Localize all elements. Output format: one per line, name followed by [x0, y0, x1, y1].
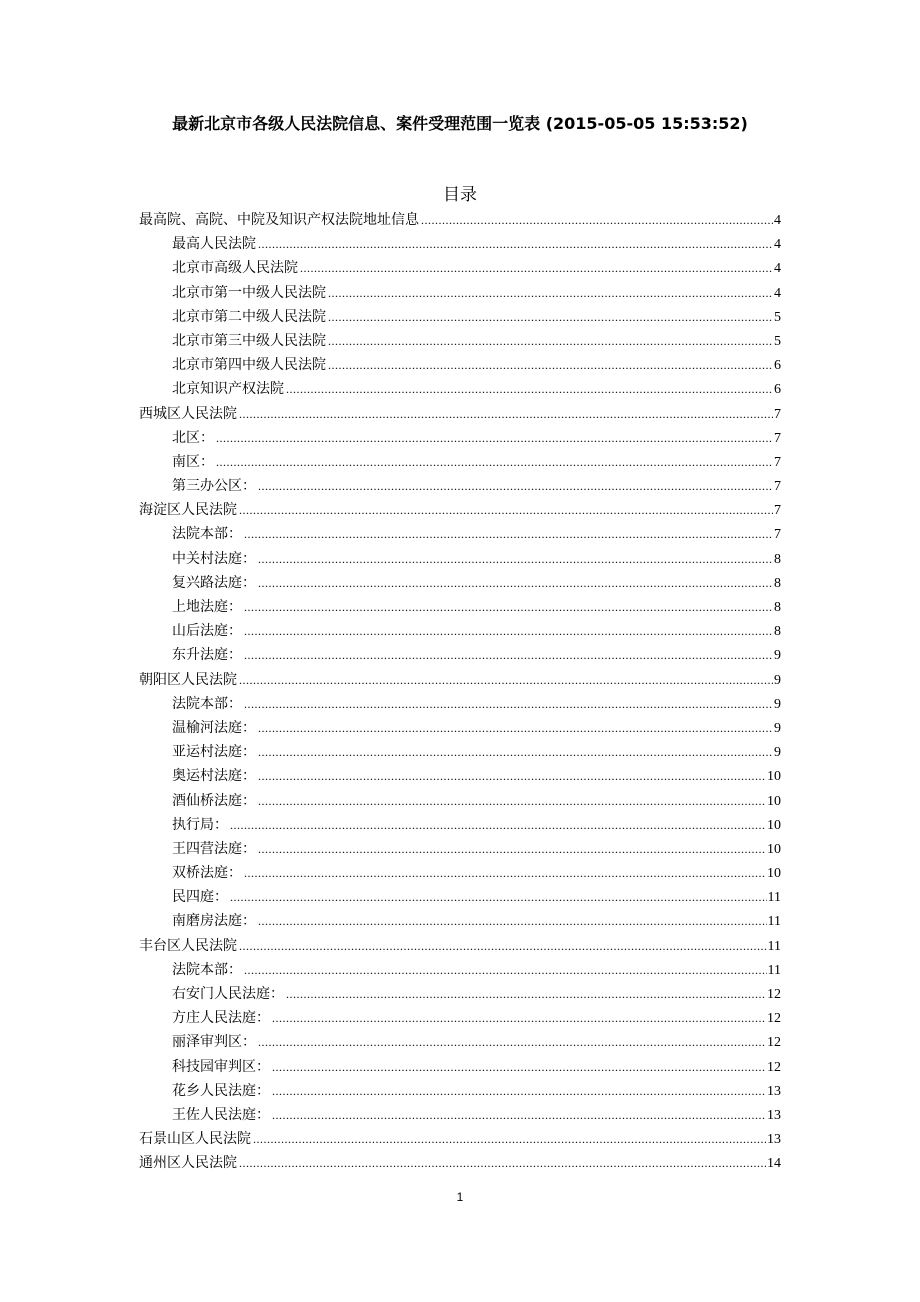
toc-entry-label: 第三办公区：	[172, 478, 256, 495]
toc-entry[interactable]	[139, 934, 781, 958]
toc-entry-label: 奥运村法庭：	[172, 768, 256, 785]
toc-entry-label: 北京市第一中级人民法院	[172, 284, 326, 301]
toc-entry[interactable]	[139, 377, 781, 401]
toc-entry[interactable]	[139, 813, 781, 837]
toc-dot-leader	[239, 934, 767, 958]
toc-entry-page: 13	[767, 1107, 781, 1123]
toc-entry-page: 7	[774, 454, 781, 470]
toc-entry[interactable]	[139, 1006, 781, 1030]
toc-entry[interactable]	[139, 426, 781, 450]
toc-entry-page: 9	[774, 648, 781, 664]
toc-entry[interactable]	[139, 208, 781, 232]
table-of-contents	[139, 208, 781, 1176]
toc-entry-page: 13	[767, 1083, 781, 1099]
toc-entry[interactable]	[139, 982, 781, 1006]
toc-entry[interactable]	[139, 232, 781, 256]
toc-entry-page: 6	[774, 382, 781, 398]
toc-entry[interactable]	[139, 692, 781, 716]
toc-entry-label: 王佐人民法庭：	[172, 1106, 270, 1123]
toc-entry[interactable]	[139, 740, 781, 764]
toc-entry-page: 5	[774, 309, 781, 325]
toc-entry-label: 朝阳区人民法院	[139, 671, 237, 688]
toc-entry-page: 7	[774, 527, 781, 543]
toc-entry[interactable]	[139, 789, 781, 813]
toc-entry-page: 14	[767, 1156, 781, 1172]
toc-entry-page: 12	[767, 1059, 781, 1075]
toc-entry-label: 南区：	[172, 453, 214, 470]
toc-entry-label: 最高人民法院	[172, 236, 256, 253]
toc-entry-page: 7	[774, 406, 781, 422]
toc-entry-label: 方庄人民法庭：	[172, 1010, 270, 1027]
toc-entry[interactable]	[139, 498, 781, 522]
toc-entry-page: 4	[774, 237, 781, 253]
toc-entry-page: 8	[774, 624, 781, 640]
toc-entry[interactable]	[139, 837, 781, 861]
document-title: 最新北京市各级人民法院信息、案件受理范围一览表 (2015-05-05 15:53:52)	[172, 114, 748, 133]
toc-entry[interactable]	[139, 909, 781, 933]
toc-dot-leader	[300, 256, 773, 280]
toc-entry-label: 丰台区人民法院	[139, 937, 237, 954]
toc-dot-leader	[239, 1151, 766, 1175]
toc-dot-leader	[244, 643, 773, 667]
toc-entry[interactable]	[139, 764, 781, 788]
toc-entry-label: 北京知识产权法院	[172, 381, 284, 398]
toc-entry-page: 5	[774, 333, 781, 349]
toc-dot-leader	[328, 329, 773, 353]
toc-dot-leader	[244, 958, 767, 982]
toc-entry-page: 12	[767, 1035, 781, 1051]
toc-entry[interactable]	[139, 595, 781, 619]
toc-entry-page: 9	[774, 720, 781, 736]
toc-entry[interactable]	[139, 958, 781, 982]
toc-entry[interactable]	[139, 522, 781, 546]
toc-entry-label: 亚运村法庭：	[172, 744, 256, 761]
toc-entry-label: 酒仙桥法庭：	[172, 792, 256, 809]
toc-entry-label: 复兴路法庭：	[172, 574, 256, 591]
toc-entry-label: 最高院、高院、中院及知识产权法院地址信息	[139, 212, 419, 228]
toc-dot-leader	[258, 789, 766, 813]
toc-entry-label: 北京市第三中级人民法院	[172, 332, 326, 349]
toc-entry[interactable]	[139, 1030, 781, 1054]
toc-dot-leader	[230, 885, 767, 909]
toc-dot-leader	[258, 547, 773, 571]
toc-dot-leader	[272, 1079, 766, 1103]
toc-entry-page: 12	[767, 1011, 781, 1027]
toc-entry-label: 王四营法庭：	[172, 840, 256, 857]
toc-entry-label: 山后法庭：	[172, 623, 242, 640]
toc-entry[interactable]	[139, 256, 781, 280]
toc-dot-leader	[244, 692, 773, 716]
toc-dot-leader	[258, 764, 766, 788]
toc-entry-label: 法院本部：	[172, 961, 242, 978]
toc-entry-page: 9	[774, 745, 781, 761]
toc-entry-label: 北京市高级人民法院	[172, 260, 298, 277]
toc-entry[interactable]	[139, 668, 781, 692]
toc-entry-page: 11	[767, 914, 781, 930]
toc-dot-leader	[258, 740, 773, 764]
toc-dot-leader	[244, 595, 773, 619]
toc-dot-leader	[239, 668, 773, 692]
toc-entry[interactable]	[139, 329, 781, 353]
toc-entry-label: 北京市第二中级人民法院	[172, 308, 326, 325]
toc-entry-label: 北区：	[172, 429, 214, 446]
toc-entry-page: 7	[774, 503, 781, 519]
page-number: 1	[456, 1190, 464, 1204]
toc-entry-label: 科技园审判区：	[172, 1058, 270, 1075]
toc-entry[interactable]	[139, 547, 781, 571]
toc-entry[interactable]	[139, 402, 781, 426]
toc-entry-page: 13	[767, 1132, 781, 1148]
toc-entry[interactable]	[139, 861, 781, 885]
toc-entry-label: 南磨房法庭：	[172, 913, 256, 930]
toc-entry[interactable]	[139, 1055, 781, 1079]
toc-entry-label: 北京市第四中级人民法院	[172, 357, 326, 374]
toc-entry[interactable]	[139, 474, 781, 498]
toc-entry-page: 10	[767, 769, 781, 785]
toc-dot-leader	[258, 474, 773, 498]
toc-dot-leader	[258, 909, 767, 933]
toc-entry-page: 10	[767, 841, 781, 857]
toc-entry-label: 海淀区人民法院	[139, 502, 237, 519]
toc-dot-leader	[244, 619, 773, 643]
toc-dot-leader	[230, 813, 766, 837]
toc-dot-leader	[272, 1006, 766, 1030]
toc-dot-leader	[258, 837, 766, 861]
toc-entry[interactable]	[139, 353, 781, 377]
toc-dot-leader	[286, 377, 773, 401]
toc-dot-leader	[258, 571, 773, 595]
toc-dot-leader	[258, 1030, 766, 1054]
toc-entry-page: 9	[774, 696, 781, 712]
toc-entry-page: 10	[767, 866, 781, 882]
toc-entry[interactable]	[139, 619, 781, 643]
toc-entry[interactable]	[139, 1151, 781, 1175]
toc-entry[interactable]	[139, 281, 781, 305]
toc-dot-leader	[258, 716, 773, 740]
toc-entry[interactable]	[139, 716, 781, 740]
toc-entry-label: 法院本部：	[172, 526, 242, 543]
toc-dot-leader	[328, 305, 773, 329]
toc-dot-leader	[239, 498, 773, 522]
toc-entry[interactable]	[139, 885, 781, 909]
toc-entry-page: 10	[767, 793, 781, 809]
toc-entry-label: 通州区人民法院	[139, 1155, 237, 1172]
toc-entry-page: 9	[774, 672, 781, 688]
toc-entry-page: 7	[774, 430, 781, 446]
toc-entry-page: 12	[767, 987, 781, 1002]
toc-entry[interactable]	[139, 305, 781, 329]
toc-entry-page: 7	[774, 479, 781, 495]
toc-entry-page: 4	[774, 261, 781, 277]
toc-entry-label: 执行局：	[172, 816, 228, 833]
toc-dot-leader	[421, 208, 773, 232]
toc-entry[interactable]	[139, 450, 781, 474]
toc-entry-page: 11	[767, 962, 781, 978]
toc-entry-page: 10	[767, 817, 781, 833]
toc-entry[interactable]	[139, 1103, 781, 1127]
toc-entry-label: 双桥法庭：	[172, 865, 242, 882]
toc-dot-leader	[216, 450, 773, 474]
toc-entry-label: 温榆河法庭：	[172, 719, 256, 736]
toc-entry-page: 11	[767, 938, 781, 954]
toc-entry-label: 丽泽审判区：	[172, 1034, 256, 1051]
toc-entry[interactable]	[139, 1127, 781, 1151]
toc-entry-page: 4	[774, 285, 781, 301]
toc-entry-page: 8	[774, 575, 781, 591]
toc-entry-page: 8	[774, 551, 781, 567]
toc-dot-leader	[253, 1127, 766, 1151]
toc-dot-leader	[272, 1055, 766, 1079]
toc-entry-label: 右安门人民法庭：	[172, 986, 284, 1002]
toc-entry[interactable]	[139, 571, 781, 595]
toc-dot-leader	[272, 1103, 766, 1127]
toc-entry-label: 石景山区人民法院	[139, 1131, 251, 1148]
toc-entry-page: 8	[774, 600, 781, 615]
toc-entry-label: 花乡人民法庭：	[172, 1082, 270, 1099]
toc-dot-leader	[328, 353, 773, 377]
toc-dot-leader	[244, 861, 766, 885]
toc-entry-page: 4	[774, 213, 781, 228]
toc-entry-page: 11	[767, 890, 781, 906]
toc-heading: 目录	[443, 185, 477, 205]
toc-entry-label: 上地法庭：	[172, 599, 242, 615]
toc-entry-label: 中关村法庭：	[172, 550, 256, 567]
toc-dot-leader	[244, 522, 773, 546]
toc-dot-leader	[328, 281, 773, 305]
toc-entry-label: 西城区人民法院	[139, 405, 237, 422]
toc-entry-page: 6	[774, 358, 781, 374]
toc-entry-label: 法院本部：	[172, 695, 242, 712]
toc-entry[interactable]	[139, 1079, 781, 1103]
toc-entry-label: 东升法庭：	[172, 647, 242, 664]
toc-dot-leader	[258, 232, 773, 256]
toc-dot-leader	[286, 982, 766, 1006]
toc-entry-label: 民四庭：	[172, 889, 228, 906]
toc-dot-leader	[239, 402, 773, 426]
toc-dot-leader	[216, 426, 773, 450]
toc-entry[interactable]	[139, 643, 781, 667]
